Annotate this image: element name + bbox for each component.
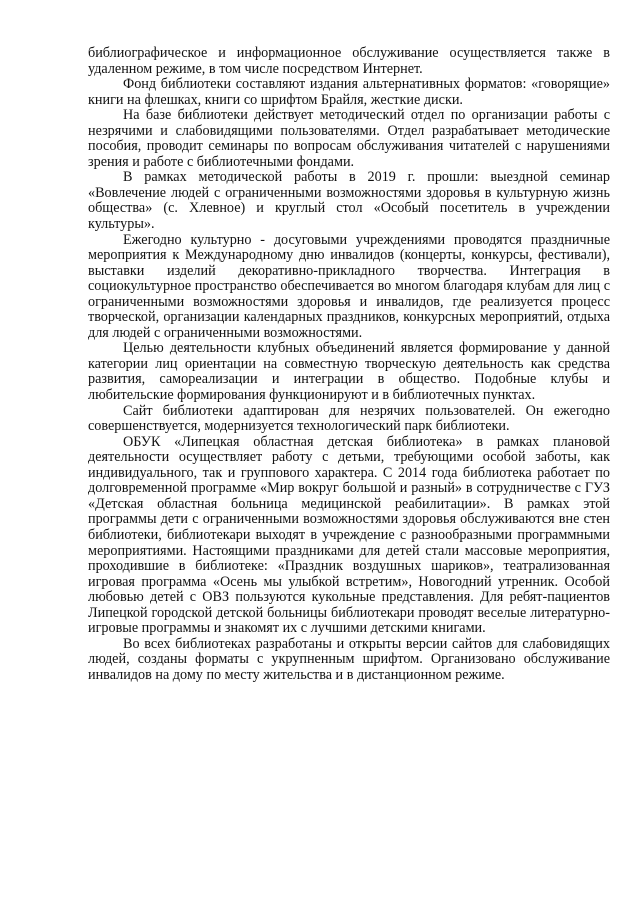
document-page — [88, 46, 610, 683]
paragraph-cultural-events: Ежегодно культурно - досуговыми учреждениями проводятся праздничные мероприятия к Международному дню инвалидов (концерты, конкурсы, фестивали), выставки изделий декоративно-прикладного творчества. Интеграция в социокультурное пространство обеспечивается во многом благодаря клубам для лиц с ограниченными возможностями здоровья и инвалидов, где реализуется процесс творческой, организации календарных праздников, конкурсных мероприятий, отдыха для людей с ограниченными возможностями. — [88, 231, 610, 341]
paragraph-club-goals: Целью деятельности клубных объединений является формирование у данной категории лиц ориентации на совместную творческую деятельность как средства развития, самореализации и интеграции в общество. Подобные клубы и любительские формирования функционируют и в библиотечных пунктах. — [88, 340, 610, 404]
paragraph-childrens-library: ОБУК «Липецкая областная детская библиотека» в рамках плановой деятельности осуществляет работу с детьми, требующими особой заботы, как индивидуального, так и группового характера. С 2014 года библиотека работает по долговременной программе «Мир вокруг большой и разный» в сотрудничестве с ГУЗ «Детская областная больница медицинской реабилитации». В рамках этой программы дети с ограниченными возможностями здоровья обслуживаются вне стен библиотеки, библиотекари выходят в учреждение с разнообразными программными мероприятиями. Настоящими праздниками для детей стали массовые мероприятия, проходившие в библиотеке: «Праздник воздушных шариков», театрализованная игровая программа «Осень мы улыбкой встретим», Новогодний утренник. Особой любовью детей с ОВЗ пользуются кукольные представления. Для ребят-пациентов Липецкой городской детской больницы библиотекари проводят веселые литературно-игровые программы и знакомят их с лучшими детскими книгами. — [88, 433, 610, 637]
paragraph-methodical-department: На базе библиотеки действует методический отдел по организации работы с незрячими и слабовидящими пользователями. Отдел разрабатывает методические пособия, проводит семинары по вопросам обслуживания читателей с нарушениями зрения и работе с библиотечными фондами. — [88, 107, 610, 170]
paragraph-alternative-formats: Фонд библиотеки составляют издания альтернативных форматов: «говорящие» книги на флешках, книги со шрифтом Брайля, жесткие диски. — [88, 76, 610, 108]
paragraph-seminar-2019: В рамках методической работы в 2019 г. прошли: выездной семинар «Вовлечение людей с ограниченными возможностями здоровья в культурную жизнь общества» (с. Хлевное) и круглый стол «Особый посетитель в учреждении культуры». — [88, 169, 610, 233]
paragraph-website-adapted: Сайт библиотеки адаптирован для незрячих пользователей. Он ежегодно совершенствуется, модернизуется технологический парк библиотеки. — [88, 402, 610, 435]
paragraph-site-versions: Во всех библиотеках разработаны и открыты версии сайтов для слабовидящих людей, созданы форматы с укрупненным шрифтом. Организовано обслуживание инвалидов на дому по месту жительства и в дистанционном режиме. — [88, 635, 610, 683]
paragraph-remote-service: библиографическое и информационное обслуживание осуществляется также в удаленном режиме, в том числе посредством Интернет. — [88, 45, 610, 77]
